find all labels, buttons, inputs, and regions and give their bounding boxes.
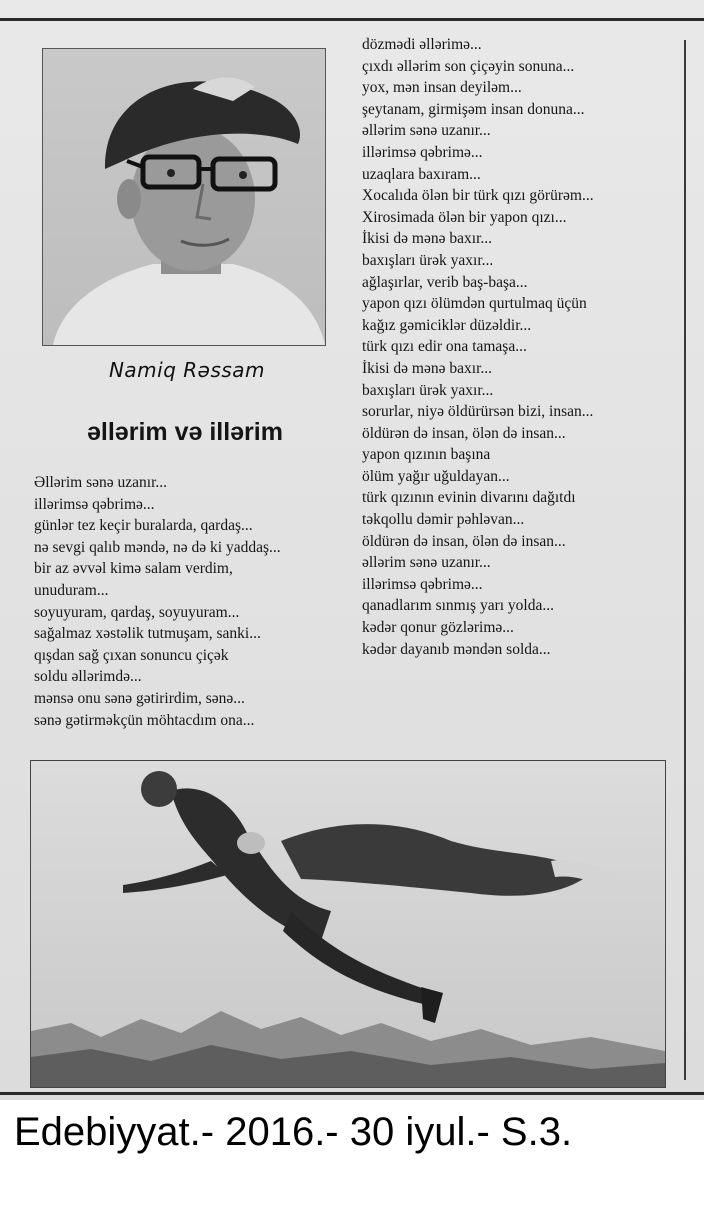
poem-line: Əllərim sənə uzanır... (34, 474, 167, 491)
poem-line: uzaqlara baxıram... (362, 165, 481, 183)
poem-line: illərimsə qəbrimə... (362, 143, 483, 161)
poem-line: qışdan sağ çıxan sonuncu çiçək (34, 646, 229, 664)
poem-line: sağalmaz xəstəlik tutmuşam, sanki... (34, 625, 261, 643)
poem-line: kədər dayanıb məndən solda... (362, 640, 551, 658)
poem-line: türk qızının evinin divarını dağıtdı (362, 489, 576, 507)
poem-line: soldu əllərimdə... (34, 668, 142, 686)
painting-illustration (30, 760, 666, 1088)
poem-line: sənə gətirməkçün möhtacdım ona... (34, 711, 255, 729)
poem-line: Xirosimada ölən bir yapon qızı... (362, 208, 567, 226)
bottom-rule (0, 1092, 704, 1095)
author-photo (42, 48, 326, 346)
poem-line: unuduram... (34, 581, 109, 599)
poem-line: kağız gəmiciklər düzəldir... (362, 316, 532, 334)
poem-line: qanadlarım sınmış yarı yolda... (362, 597, 554, 615)
poem-line: öldürən də insan, ölən də insan... (362, 424, 566, 442)
poem-line: türk qızı edir ona tamaşa... (362, 338, 527, 356)
poem-line: əllərim sənə uzanır... (362, 122, 491, 140)
poem-line: şeytanam, girmişəm insan donuna... (362, 100, 585, 118)
poem-line: günlər tez keçir buralarda, qardaş... (34, 517, 253, 535)
top-rule (0, 18, 704, 21)
poem-line: öldürən də insan, ölən də insan... (362, 532, 566, 550)
poem-title: əllərim və illərim (87, 418, 283, 446)
poem-line: kədər qonur gözlərimə... (362, 619, 514, 637)
poem-line: sorurlar, niyə öldürürsən bizi, insan... (362, 403, 594, 421)
poem-line: dözmədi əllərimə... (362, 36, 482, 53)
poem-line: çıxdı əllərim son çiçəyin sonuna... (362, 57, 575, 75)
poem-line: bir az əvvəl kimə salam verdim, (34, 560, 233, 578)
poem-line: təkqollu dəmir pəhləvan... (362, 511, 525, 529)
poem-line: baxışları ürək yaxır... (362, 251, 494, 269)
poem-line: Xocalıda ölən bir türk qızı görürəm... (362, 187, 594, 205)
poem-line: yapon qızının başına (362, 446, 491, 464)
poem-column-right (362, 34, 677, 660)
column-rule (684, 40, 686, 1080)
poem-line: yox, mən insan deyiləm... (362, 79, 522, 97)
poem-line: yapon qızı ölümdən qurtulmaq üçün (362, 295, 587, 313)
poem-line: baxışları ürək yaxır... (362, 381, 494, 399)
poem-line: ölüm yağır uğuldayan... (362, 467, 510, 485)
poem-line: illərimsə qəbrimə... (362, 575, 483, 593)
source-caption: Edebiyyat.- 2016.- 30 iyul.- S.3. (14, 1110, 573, 1154)
poem-line: ağlaşırlar, verib baş-başa... (362, 273, 528, 291)
poem-line: mənsə onu sənə gətirirdim, sənə... (34, 689, 245, 707)
poem-line: illərimsə qəbrimə... (34, 495, 155, 513)
poem-line: əllərim sənə uzanır... (362, 554, 491, 572)
poem-line: nə sevgi qalıb məndə, nə də ki yaddaş... (34, 538, 281, 556)
poem-line: soyuyuram, qardaş, soyuyuram... (34, 603, 240, 621)
poem-line: İkisi də mənə baxır... (362, 359, 492, 377)
poem-line: İkisi də mənə baxır... (362, 230, 492, 248)
author-name: Namiq Rəssam (108, 358, 266, 382)
poem-column-left (34, 472, 344, 731)
